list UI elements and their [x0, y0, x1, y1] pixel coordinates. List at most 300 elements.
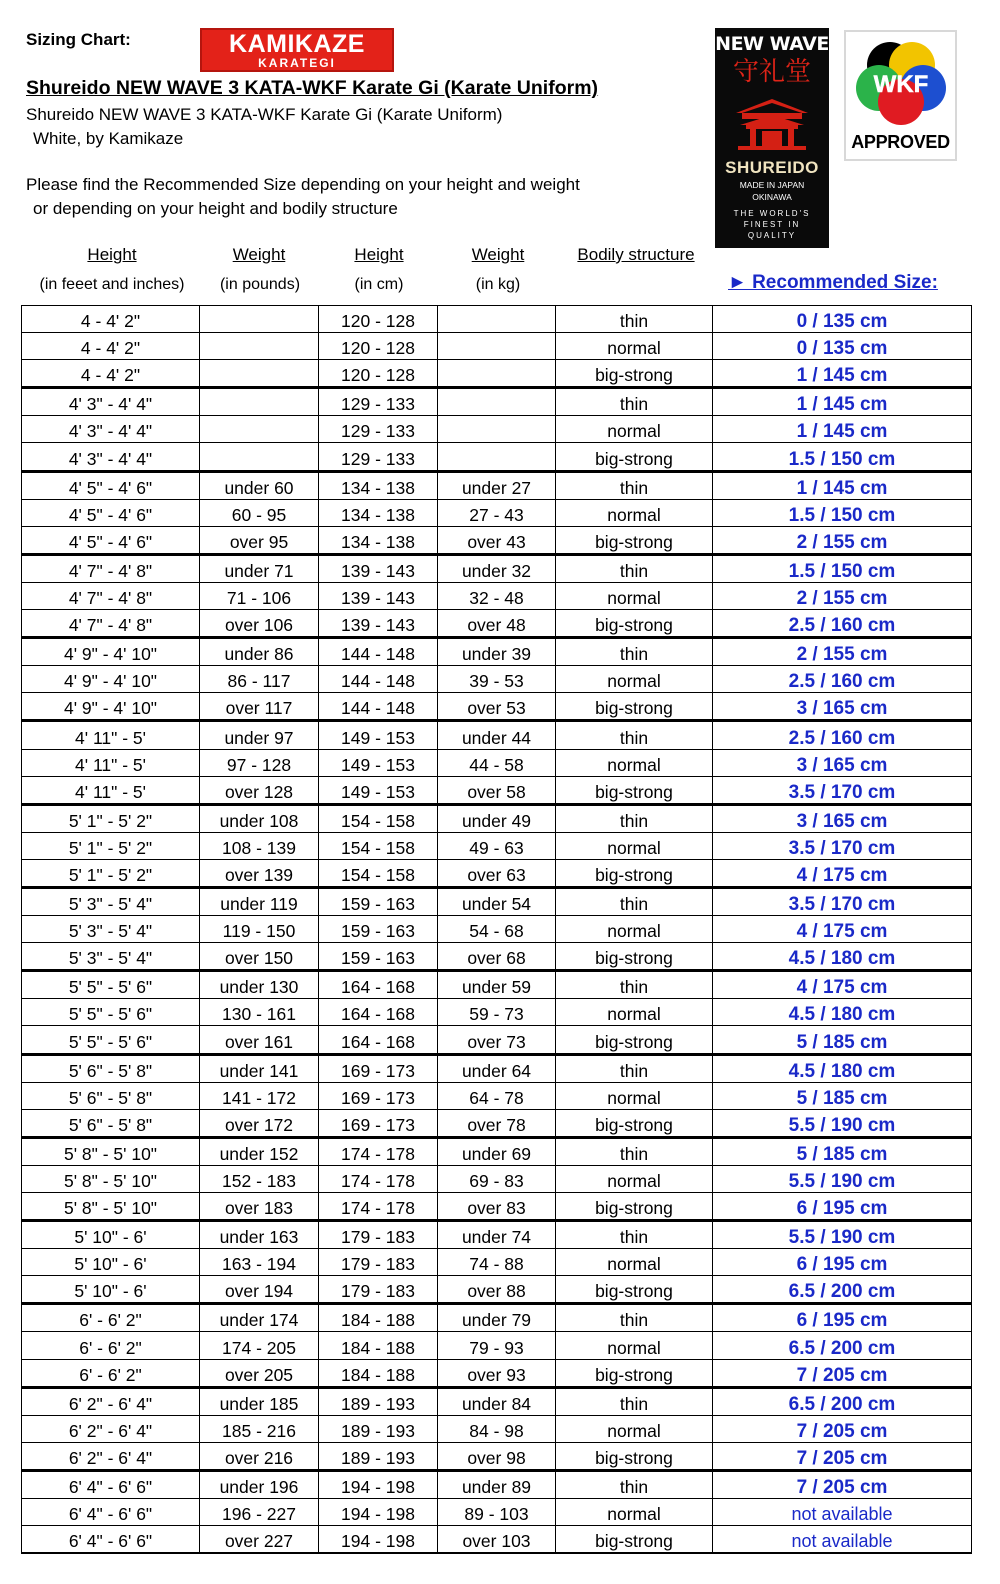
cell-height-cm: 154 - 158 [319, 859, 438, 887]
cell-height-ft: 6' 4" - 6' 6" [22, 1499, 200, 1526]
table-row [22, 471, 972, 499]
cell-weight-lb: 196 - 227 [200, 1499, 319, 1526]
cell-weight-kg: over 63 [438, 859, 556, 887]
cell-weight-lb: over 128 [200, 776, 319, 804]
table-row [22, 721, 972, 749]
cell-bodily-structure: normal [556, 1249, 713, 1276]
cell-bodily-structure: thin [556, 471, 713, 499]
cell-weight-kg: over 78 [438, 1109, 556, 1137]
table-row [22, 1415, 972, 1442]
cell-height-cm: 169 - 173 [319, 1109, 438, 1137]
col-header-height-ft: Height [87, 245, 137, 264]
cell-weight-lb [200, 388, 319, 416]
table-row [22, 1109, 972, 1137]
cell-bodily-structure: big-strong [556, 526, 713, 554]
cell-height-ft: 4' 3" - 4' 4" [22, 443, 200, 471]
table-row [22, 1526, 972, 1554]
cell-height-ft: 4' 7" - 4' 8" [22, 610, 200, 638]
cell-bodily-structure: thin [556, 1137, 713, 1165]
table-row [22, 388, 972, 416]
cell-height-cm: 154 - 158 [319, 804, 438, 832]
cell-bodily-structure: big-strong [556, 1193, 713, 1221]
cell-bodily-structure: big-strong [556, 943, 713, 971]
cell-height-cm: 139 - 143 [319, 610, 438, 638]
cell-bodily-structure: thin [556, 1387, 713, 1415]
cell-height-ft: 5' 5" - 5' 6" [22, 971, 200, 999]
cell-height-ft: 4' 3" - 4' 4" [22, 416, 200, 443]
cell-height-ft: 4' 5" - 4' 6" [22, 499, 200, 526]
cell-height-ft: 4 - 4' 2" [22, 360, 200, 388]
cell-height-ft: 5' 8" - 5' 10" [22, 1193, 200, 1221]
cell-weight-kg: 84 - 98 [438, 1415, 556, 1442]
cell-bodily-structure: thin [556, 638, 713, 666]
cell-weight-lb [200, 443, 319, 471]
cell-recommended-size: 3.5 / 170 cm [713, 776, 972, 804]
cell-recommended-size: 2.5 / 160 cm [713, 610, 972, 638]
table-row [22, 499, 972, 526]
cell-recommended-size: 3.5 / 170 cm [713, 887, 972, 915]
cell-height-cm: 164 - 168 [319, 1026, 438, 1054]
cell-height-cm: 169 - 173 [319, 1082, 438, 1109]
cell-recommended-size: 6 / 195 cm [713, 1304, 972, 1332]
cell-height-cm: 139 - 143 [319, 582, 438, 609]
cell-bodily-structure: big-strong [556, 693, 713, 721]
cell-recommended-size: 6.5 / 200 cm [713, 1387, 972, 1415]
cell-weight-kg: under 49 [438, 804, 556, 832]
table-row [22, 1137, 972, 1165]
col-sub-weight-kg: (in kg) [475, 276, 521, 293]
cell-height-cm: 174 - 178 [319, 1193, 438, 1221]
cell-height-ft: 5' 10" - 6' [22, 1221, 200, 1249]
table-row [22, 1054, 972, 1082]
cell-weight-kg: over 68 [438, 943, 556, 971]
cell-weight-lb: under 163 [200, 1221, 319, 1249]
cell-weight-kg: 39 - 53 [438, 666, 556, 693]
cell-weight-kg: 54 - 68 [438, 916, 556, 943]
instruction-line-1: Please find the Recommended Size depending on your height and weight [26, 175, 580, 194]
cell-weight-kg [438, 306, 556, 333]
cell-recommended-size: 7 / 205 cm [713, 1442, 972, 1470]
table-row [22, 916, 972, 943]
cell-recommended-size: 2 / 155 cm [713, 526, 972, 554]
col-header-recommended-size: ► Recommended Size: [728, 272, 938, 293]
cell-bodily-structure: big-strong [556, 610, 713, 638]
cell-weight-kg: 89 - 103 [438, 1499, 556, 1526]
cell-recommended-size: 4 / 175 cm [713, 859, 972, 887]
col-header-height-cm: Height [354, 245, 404, 264]
badge-finest-line-2: FINEST IN [743, 220, 801, 229]
size-table [21, 305, 972, 1554]
cell-recommended-size: 7 / 205 cm [713, 1359, 972, 1387]
subtitle-product: Shureido NEW WAVE 3 KATA-WKF Karate Gi (Karate Uniform) [26, 105, 503, 124]
cell-weight-kg: 59 - 73 [438, 999, 556, 1026]
cell-height-cm: 134 - 138 [319, 499, 438, 526]
cell-bodily-structure: normal [556, 916, 713, 943]
cell-bodily-structure: normal [556, 499, 713, 526]
cell-bodily-structure: thin [556, 306, 713, 333]
cell-height-cm: 189 - 193 [319, 1387, 438, 1415]
cell-height-cm: 184 - 188 [319, 1332, 438, 1359]
table-row [22, 1304, 972, 1332]
cell-recommended-size: 7 / 205 cm [713, 1470, 972, 1498]
cell-height-ft: 4' 5" - 4' 6" [22, 471, 200, 499]
badge-finest-line-3: QUALITY [747, 231, 797, 240]
cell-weight-kg: over 98 [438, 1442, 556, 1470]
cell-recommended-size: 3.5 / 170 cm [713, 832, 972, 859]
cell-height-ft: 6' - 6' 2" [22, 1359, 200, 1387]
cell-height-ft: 5' 3" - 5' 4" [22, 887, 200, 915]
table-row [22, 776, 972, 804]
cell-weight-kg: over 48 [438, 610, 556, 638]
cell-height-cm: 159 - 163 [319, 916, 438, 943]
cell-weight-lb: under 108 [200, 804, 319, 832]
wkf-text: WKF [873, 71, 929, 98]
cell-height-ft: 4 - 4' 2" [22, 306, 200, 333]
cell-weight-lb: 86 - 117 [200, 666, 319, 693]
table-row [22, 859, 972, 887]
cell-height-cm: 149 - 153 [319, 776, 438, 804]
cell-height-cm: 134 - 138 [319, 526, 438, 554]
cell-weight-kg: under 27 [438, 471, 556, 499]
cell-weight-lb: over 117 [200, 693, 319, 721]
cell-weight-kg [438, 333, 556, 360]
cell-height-ft: 4' 9" - 4' 10" [22, 638, 200, 666]
cell-bodily-structure: thin [556, 1470, 713, 1498]
cell-bodily-structure: thin [556, 1221, 713, 1249]
cell-weight-kg: under 69 [438, 1137, 556, 1165]
cell-weight-kg: under 79 [438, 1304, 556, 1332]
cell-recommended-size: 2.5 / 160 cm [713, 721, 972, 749]
cell-weight-lb: 108 - 139 [200, 832, 319, 859]
cell-bodily-structure: thin [556, 1304, 713, 1332]
cell-bodily-structure: big-strong [556, 1026, 713, 1054]
cell-weight-lb: over 172 [200, 1109, 319, 1137]
cell-bodily-structure: normal [556, 1415, 713, 1442]
cell-recommended-size: 5.5 / 190 cm [713, 1221, 972, 1249]
cell-weight-kg: under 39 [438, 638, 556, 666]
cell-recommended-size: 1.5 / 150 cm [713, 499, 972, 526]
table-row [22, 1442, 972, 1470]
cell-weight-lb: 71 - 106 [200, 582, 319, 609]
cell-height-cm: 169 - 173 [319, 1054, 438, 1082]
logo-brand-text: KAMIKAZE [229, 30, 365, 58]
cell-weight-kg: 49 - 63 [438, 832, 556, 859]
table-row [22, 1193, 972, 1221]
cell-recommended-size: 1.5 / 150 cm [713, 443, 972, 471]
table-row [22, 333, 972, 360]
cell-height-ft: 5' 8" - 5' 10" [22, 1165, 200, 1192]
cell-height-cm: 174 - 178 [319, 1165, 438, 1192]
cell-height-ft: 5' 6" - 5' 8" [22, 1054, 200, 1082]
cell-bodily-structure: big-strong [556, 859, 713, 887]
cell-height-ft: 5' 1" - 5' 2" [22, 859, 200, 887]
cell-weight-lb: over 150 [200, 943, 319, 971]
cell-weight-kg: under 54 [438, 887, 556, 915]
cell-height-ft: 4' 3" - 4' 4" [22, 388, 200, 416]
wkf-rings-icon [846, 32, 955, 128]
table-row [22, 1165, 972, 1192]
table-row [22, 666, 972, 693]
cell-height-ft: 4' 7" - 4' 8" [22, 554, 200, 582]
cell-height-cm: 129 - 133 [319, 443, 438, 471]
sizing-chart-label: Sizing Chart: [26, 30, 131, 49]
cell-bodily-structure: normal [556, 333, 713, 360]
cell-height-cm: 189 - 193 [319, 1442, 438, 1470]
cell-weight-lb [200, 333, 319, 360]
cell-recommended-size: 5 / 185 cm [713, 1082, 972, 1109]
cell-recommended-size: 2 / 155 cm [713, 638, 972, 666]
table-row [22, 1359, 972, 1387]
cell-height-cm: 149 - 153 [319, 749, 438, 776]
cell-weight-kg: over 58 [438, 776, 556, 804]
cell-height-cm: 184 - 188 [319, 1304, 438, 1332]
cell-bodily-structure: big-strong [556, 776, 713, 804]
cell-weight-lb: over 183 [200, 1193, 319, 1221]
cell-height-ft: 6' 4" - 6' 6" [22, 1526, 200, 1554]
cell-weight-kg: over 53 [438, 693, 556, 721]
table-row [22, 1332, 972, 1359]
cell-recommended-size: 2.5 / 160 cm [713, 666, 972, 693]
table-row [22, 832, 972, 859]
cell-weight-lb: under 141 [200, 1054, 319, 1082]
cell-weight-lb: over 227 [200, 1526, 319, 1554]
table-row [22, 554, 972, 582]
page-title: Shureido NEW WAVE 3 KATA-WKF Karate Gi (Karate Uniform) [26, 77, 599, 99]
cell-bodily-structure: thin [556, 721, 713, 749]
cell-height-ft: 5' 8" - 5' 10" [22, 1137, 200, 1165]
cell-height-cm: 189 - 193 [319, 1415, 438, 1442]
cell-weight-lb: under 174 [200, 1304, 319, 1332]
cell-height-cm: 139 - 143 [319, 554, 438, 582]
cell-height-cm: 194 - 198 [319, 1526, 438, 1554]
cell-weight-lb: 97 - 128 [200, 749, 319, 776]
cell-recommended-size: 7 / 205 cm [713, 1415, 972, 1442]
kamikaze-logo [200, 28, 394, 72]
cell-weight-lb: over 161 [200, 1026, 319, 1054]
cell-height-ft: 5' 1" - 5' 2" [22, 804, 200, 832]
cell-bodily-structure: thin [556, 887, 713, 915]
newwave-label-badge [715, 28, 829, 248]
cell-weight-lb: over 139 [200, 859, 319, 887]
cell-recommended-size: 5.5 / 190 cm [713, 1109, 972, 1137]
cell-recommended-size: 0 / 135 cm [713, 333, 972, 360]
cell-recommended-size: 6 / 195 cm [713, 1249, 972, 1276]
table-row [22, 1026, 972, 1054]
cell-recommended-size: 0 / 135 cm [713, 306, 972, 333]
table-row [22, 1249, 972, 1276]
cell-weight-lb: under 119 [200, 887, 319, 915]
cell-weight-kg: under 32 [438, 554, 556, 582]
col-header-weight-kg: Weight [471, 245, 525, 264]
dojo-icon [732, 91, 812, 151]
cell-height-ft: 6' 2" - 6' 4" [22, 1387, 200, 1415]
badge-finest-line-1: THE WORLD'S [733, 209, 811, 218]
cell-height-cm: 179 - 183 [319, 1276, 438, 1304]
cell-recommended-size: 4.5 / 180 cm [713, 1054, 972, 1082]
cell-recommended-size: 1 / 145 cm [713, 388, 972, 416]
cell-height-cm: 144 - 148 [319, 638, 438, 666]
cell-weight-lb: 119 - 150 [200, 916, 319, 943]
cell-weight-kg: 74 - 88 [438, 1249, 556, 1276]
cell-weight-kg [438, 443, 556, 471]
cell-weight-kg [438, 416, 556, 443]
cell-bodily-structure: thin [556, 971, 713, 999]
cell-bodily-structure: normal [556, 749, 713, 776]
cell-weight-kg: 32 - 48 [438, 582, 556, 609]
cell-weight-lb [200, 306, 319, 333]
cell-recommended-size: 3 / 165 cm [713, 749, 972, 776]
cell-height-ft: 4' 11" - 5' [22, 749, 200, 776]
cell-height-cm: 179 - 183 [319, 1221, 438, 1249]
cell-weight-kg: under 59 [438, 971, 556, 999]
cell-height-cm: 184 - 188 [319, 1359, 438, 1387]
cell-height-cm: 159 - 163 [319, 943, 438, 971]
cell-weight-lb: under 196 [200, 1470, 319, 1498]
cell-bodily-structure: big-strong [556, 1109, 713, 1137]
table-row [22, 443, 972, 471]
cell-height-ft: 4' 9" - 4' 10" [22, 693, 200, 721]
cell-weight-lb: 152 - 183 [200, 1165, 319, 1192]
cell-weight-lb [200, 360, 319, 388]
cell-bodily-structure: normal [556, 1332, 713, 1359]
cell-recommended-size: 4.5 / 180 cm [713, 999, 972, 1026]
table-row [22, 1082, 972, 1109]
cell-height-cm: 129 - 133 [319, 416, 438, 443]
col-header-weight-lb: Weight [232, 245, 286, 264]
cell-recommended-size: 6.5 / 200 cm [713, 1332, 972, 1359]
cell-height-ft: 5' 6" - 5' 8" [22, 1109, 200, 1137]
cell-height-cm: 120 - 128 [319, 333, 438, 360]
cell-height-ft: 5' 6" - 5' 8" [22, 1082, 200, 1109]
cell-weight-kg: over 73 [438, 1026, 556, 1054]
cell-weight-lb: 60 - 95 [200, 499, 319, 526]
cell-height-ft: 5' 5" - 5' 6" [22, 999, 200, 1026]
cell-height-cm: 194 - 198 [319, 1470, 438, 1498]
cell-height-cm: 159 - 163 [319, 887, 438, 915]
table-row [22, 360, 972, 388]
cell-weight-kg: under 84 [438, 1387, 556, 1415]
wkf-approved-badge [844, 30, 957, 161]
cell-bodily-structure: big-strong [556, 1359, 713, 1387]
cell-recommended-size: 4 / 175 cm [713, 916, 972, 943]
cell-weight-lb: over 216 [200, 1442, 319, 1470]
cell-recommended-size: 3 / 165 cm [713, 693, 972, 721]
cell-weight-lb: under 97 [200, 721, 319, 749]
table-row [22, 416, 972, 443]
cell-height-ft: 6' 4" - 6' 6" [22, 1470, 200, 1498]
cell-height-cm: 120 - 128 [319, 306, 438, 333]
cell-height-ft: 4' 11" - 5' [22, 776, 200, 804]
table-row [22, 638, 972, 666]
cell-height-cm: 154 - 158 [319, 832, 438, 859]
cell-weight-lb: over 205 [200, 1359, 319, 1387]
col-sub-height-cm: (in cm) [354, 276, 404, 293]
cell-height-cm: 164 - 168 [319, 971, 438, 999]
cell-weight-kg: under 64 [438, 1054, 556, 1082]
cell-bodily-structure: thin [556, 554, 713, 582]
badge-title: NEW WAVE [715, 33, 829, 55]
table-row [22, 749, 972, 776]
logo-sub-text: KARATEGI [258, 56, 336, 70]
cell-bodily-structure: big-strong [556, 1442, 713, 1470]
table-row [22, 526, 972, 554]
cell-bodily-structure: big-strong [556, 1526, 713, 1554]
cell-bodily-structure: normal [556, 1499, 713, 1526]
cell-weight-kg: over 83 [438, 1193, 556, 1221]
table-row [22, 943, 972, 971]
cell-recommended-size: 1 / 145 cm [713, 360, 972, 388]
badge-brand: SHUREIDO [725, 158, 819, 177]
cell-weight-lb: under 60 [200, 471, 319, 499]
cell-bodily-structure: thin [556, 804, 713, 832]
cell-height-cm: 144 - 148 [319, 693, 438, 721]
cell-weight-lb: under 86 [200, 638, 319, 666]
cell-height-cm: 129 - 133 [319, 388, 438, 416]
cell-weight-kg: 79 - 93 [438, 1332, 556, 1359]
cell-height-ft: 6' - 6' 2" [22, 1332, 200, 1359]
cell-weight-lb: under 130 [200, 971, 319, 999]
instruction-line-2: or depending on your height and bodily structure [33, 199, 398, 218]
cell-height-cm: 149 - 153 [319, 721, 438, 749]
cell-recommended-size: 1 / 145 cm [713, 416, 972, 443]
cell-weight-kg [438, 388, 556, 416]
cell-recommended-size: 6.5 / 200 cm [713, 1276, 972, 1304]
cell-weight-lb: over 194 [200, 1276, 319, 1304]
cell-bodily-structure: big-strong [556, 1276, 713, 1304]
cell-weight-kg: over 93 [438, 1359, 556, 1387]
approved-text: APPROVED [851, 132, 950, 152]
cell-bodily-structure: thin [556, 388, 713, 416]
cell-height-ft: 5' 10" - 6' [22, 1249, 200, 1276]
cell-recommended-size: 2 / 155 cm [713, 582, 972, 609]
cell-height-ft: 5' 10" - 6' [22, 1276, 200, 1304]
badge-kanji: 守礼堂 [732, 57, 811, 87]
cell-weight-kg: 44 - 58 [438, 749, 556, 776]
cell-weight-lb: 174 - 205 [200, 1332, 319, 1359]
cell-height-cm: 194 - 198 [319, 1499, 438, 1526]
cell-height-ft: 4' 7" - 4' 8" [22, 582, 200, 609]
cell-weight-kg: under 74 [438, 1221, 556, 1249]
table-row [22, 1276, 972, 1304]
cell-recommended-size: 3 / 165 cm [713, 804, 972, 832]
cell-weight-kg: over 43 [438, 526, 556, 554]
cell-recommended-size: 1.5 / 150 cm [713, 554, 972, 582]
cell-weight-kg: 64 - 78 [438, 1082, 556, 1109]
cell-recommended-size: 1 / 145 cm [713, 471, 972, 499]
col-sub-weight-lb: (in pounds) [219, 276, 301, 293]
cell-bodily-structure: normal [556, 999, 713, 1026]
table-row [22, 971, 972, 999]
cell-weight-kg: under 89 [438, 1470, 556, 1498]
cell-height-cm: 134 - 138 [319, 471, 438, 499]
cell-weight-lb: under 71 [200, 554, 319, 582]
col-header-bodily-structure: Bodily structure [577, 245, 695, 264]
cell-weight-lb: 185 - 216 [200, 1415, 319, 1442]
cell-height-cm: 120 - 128 [319, 360, 438, 388]
cell-recommended-size: 6 / 195 cm [713, 1193, 972, 1221]
cell-height-ft: 4' 5" - 4' 6" [22, 526, 200, 554]
cell-weight-kg: 69 - 83 [438, 1165, 556, 1192]
cell-weight-lb: 141 - 172 [200, 1082, 319, 1109]
table-row [22, 1221, 972, 1249]
cell-bodily-structure: big-strong [556, 360, 713, 388]
cell-weight-lb: 163 - 194 [200, 1249, 319, 1276]
cell-bodily-structure: normal [556, 1082, 713, 1109]
cell-weight-lb: under 152 [200, 1137, 319, 1165]
cell-height-ft: 6' 2" - 6' 4" [22, 1442, 200, 1470]
table-row [22, 582, 972, 609]
badge-made-line-1: MADE IN JAPAN [739, 180, 805, 190]
